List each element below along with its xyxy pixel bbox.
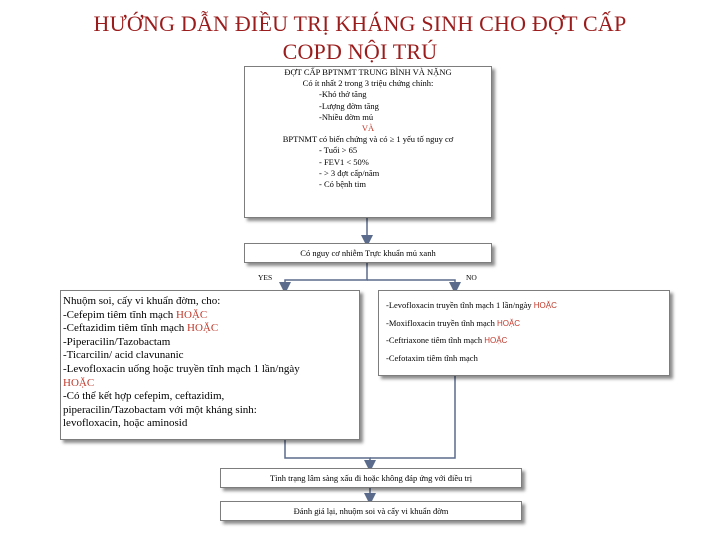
symptom-item: -Lượng đờm tăng: [319, 100, 379, 111]
reassess-text: Đánh giá lại, nhuộm soi và cấy vi khuẩn đờm: [293, 506, 449, 516]
treatment-line: -Piperacilin/Tazobactam: [63, 335, 171, 348]
criteria-heading: ĐỢT CẤP BPTNMT TRUNG BÌNH VÀ NẶNG: [284, 67, 452, 77]
risk-factor-item: - Có bệnh tim: [319, 179, 366, 190]
treatment-line: levofloxacin, hoặc aminosid: [63, 417, 188, 430]
criteria-box: [244, 66, 492, 218]
yes-treatment-box: [60, 290, 360, 440]
treatment-line: -Ceftriaxone tiêm tĩnh mạch HOẶC: [386, 335, 508, 346]
treatment-line: -Levofloxacin truyền tĩnh mạch 1 lần/ngày HOẶC: [386, 300, 557, 310]
clinical-worsening-box: [220, 468, 522, 488]
treatment-line: -Levofloxacin uống hoặc truyền tĩnh mạch 1 lần/ngày: [63, 362, 300, 375]
connector-yes-to-outcome: [285, 440, 370, 466]
symptom-item: -Khó thở tăng: [319, 89, 367, 100]
risk-factor-item: - Tuổi > 65: [319, 145, 358, 156]
risk-heading: BPTNMT có biến chứng và có ≥ 1 yếu tố nguy cơ: [282, 134, 454, 145]
title-line-1: HƯỚNG DẪN ĐIỀU TRỊ KHÁNG SINH CHO ĐỢT CẤP: [93, 11, 627, 36]
connector-question-to-no: [367, 280, 455, 288]
criteria-connector: VÀ: [361, 123, 375, 134]
treatment-line: -Cefotaxim tiêm tĩnh mạch: [386, 352, 478, 363]
treatment-line: -Có thể kết hợp cefepim, ceftazidim,: [63, 390, 225, 403]
connector-no-to-outcome: [370, 374, 455, 458]
pseudomonas-question-box: [244, 243, 492, 263]
criteria-subheading: Có ít nhất 2 trong 3 triệu chứng chính:: [302, 78, 434, 89]
question-text: Có nguy cơ nhiễm Trực khuẩn mủ xanh: [300, 248, 436, 258]
outcome-text: Tình trạng lâm sàng xấu đi hoặc không đáp ứng với điều trị: [269, 473, 473, 483]
symptom-item: -Nhiều đờm mủ: [319, 111, 374, 122]
treatment-line: Nhuộm soi, cấy vi khuẩn đờm, cho:: [63, 295, 221, 307]
no-label: NO: [466, 273, 477, 282]
title-line-2: COPD NỘI TRÚ: [282, 39, 438, 64]
connector-question-to-yes: [285, 261, 367, 288]
treatment-line: -Ceftazidim tiêm tĩnh mạch HOẶC: [63, 322, 219, 335]
yes-label: YES: [258, 273, 273, 282]
reassessment-box: [220, 501, 522, 521]
treatment-line: -Ticarcilin/ acid clavunanic: [63, 349, 184, 362]
no-treatment-box: [378, 290, 670, 376]
risk-factor-item: - FEV1 < 50%: [319, 156, 369, 167]
treatment-line: piperacilin/Tazobactam với một kháng sinh:: [63, 403, 257, 416]
treatment-line: -Moxifloxacin truyền tĩnh mạch HOẶC: [386, 317, 521, 328]
treatment-line: -Cefepim tiêm tĩnh mạch HOẶC: [63, 308, 208, 321]
risk-factor-item: - > 3 đợt cấp/năm: [319, 167, 380, 178]
treatment-line: HOẶC: [63, 376, 95, 389]
